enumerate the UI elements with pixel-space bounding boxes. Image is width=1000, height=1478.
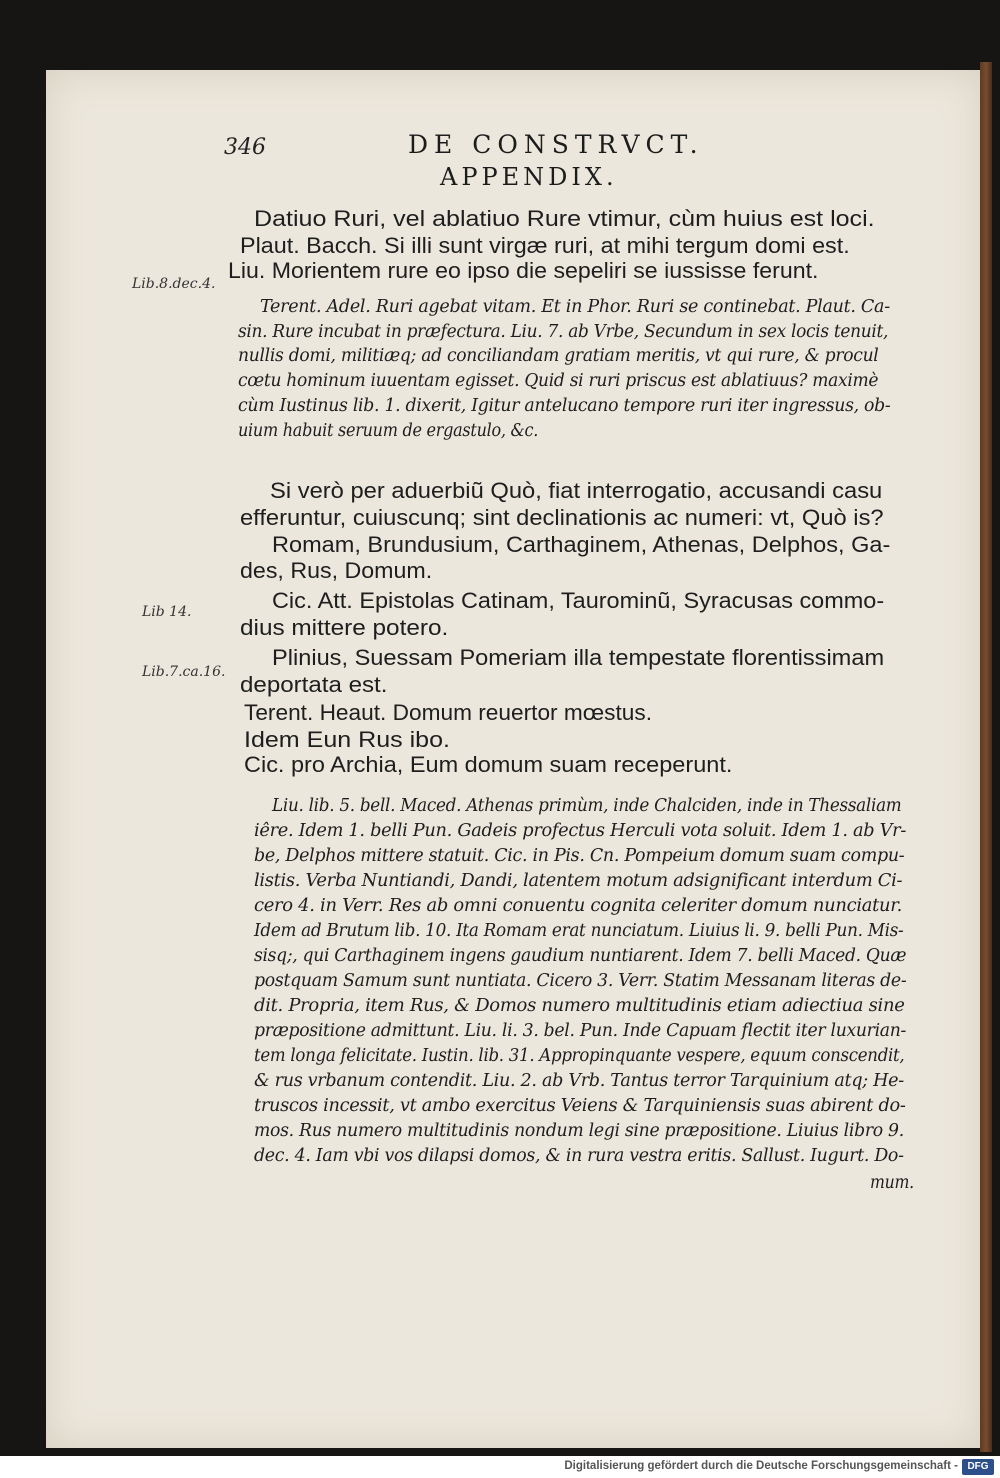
text-line: Datiuo Ruri, vel ablatiuo Rure vtimur, cùm huius est loci. [254, 206, 875, 231]
text-line: deportata est. [240, 672, 388, 697]
text-line: mum. [870, 1173, 914, 1193]
text-line: Plinius, Suessam Pomeriam illa tempestate florentissimam [272, 645, 885, 670]
text-line: præpositione admittunt. Liu. li. 3. bel. Pun. Inde Capuam flectit iter luxurian- [254, 1021, 907, 1041]
margin-note: Lib 14. [142, 604, 192, 620]
text-line: truscos incessit, vt ambo exercitus Veiens & Tarquiniensis suas abirent do- [254, 1096, 906, 1116]
text-line: Si verò per aduerbiũ Quò, fiat interrogatio, accusandi casu [270, 478, 883, 503]
text-line: be, Delphos mittere statuit. Cic. in Pis. Cn. Pompeium domum suam compu- [254, 846, 905, 866]
text-line: & rus vrbanum contendit. Liu. 2. ab Vrb. Tantus terror Tarquinium atq; He- [254, 1071, 904, 1091]
margin-note: Lib.8.dec.4. [132, 276, 216, 292]
text-line: Liu. Morientem rure eo ipso die sepeliri se iussisse ferunt. [228, 258, 819, 283]
text-line: sin. Rure incubat in præfectura. Liu. 7. ab Vrbe, Secundum in sex locis tenuit, [238, 322, 889, 342]
text-line: Liu. lib. 5. bell. Maced. Athenas primùm, inde Chalciden, inde in Thessaliam [272, 796, 902, 816]
section-title: APPENDIX. [440, 163, 618, 191]
page-edge [980, 62, 992, 1452]
text-line: sisq;, qui Carthaginem ingens gaudium nuntiarent. Idem 7. belli Maced. Quæ [254, 946, 907, 966]
text-line: dit. Propria, item Rus, & Domos numero multitudinis etiam adiectiua sine [254, 996, 905, 1016]
text-line: efferuntur, cuiuscunq; sint declinationis ac numeri: vt, Quò is? [240, 505, 884, 530]
dfg-logo-icon: DFG [962, 1459, 994, 1475]
text-line: Plaut. Bacch. Si illi sunt virgæ ruri, at mihi tergum domi est. [240, 233, 850, 258]
text-line: tem longa felicitate. Iustin. lib. 31. Appropinquante vespere, equum conscendit, [254, 1046, 905, 1066]
text-line: cero 4. in Verr. Res ab omni conuentu cognita celeriter domum nunciatur. [254, 896, 902, 916]
text-line: Cic. pro Archia, Eum domum suam receperunt. [244, 752, 733, 777]
text-line: cùm Iustinus lib. 1. dixerit, Igitur antelucano tempore ruri iter ingressus, ob- [238, 396, 891, 416]
footer-bar [0, 1456, 1000, 1478]
text-line: mos. Rus numero multitudinis nondum legi sine præpositione. Liuius libro 9. [254, 1121, 904, 1141]
text-line: postquam Samum sunt nuntiata. Cicero 3. Verr. Statim Messanam literas de- [254, 971, 907, 991]
text-line: des, Rus, Domum. [240, 558, 433, 583]
page-number: 346 [224, 135, 266, 160]
text-line: dius mittere potero. [240, 615, 449, 640]
text-line: cœtu hominum iuuentam egisset. Quid si ruri priscus est ablatiuus? maximè [238, 371, 879, 391]
running-head: DE CONSTRVCT. [408, 130, 704, 159]
text-line: listis. Verba Nuntiandi, Dandi, latentem motum adsignificant interdum Ci- [254, 871, 903, 891]
text-line: Terent. Adel. Ruri agebat vitam. Et in Phor. Ruri se continebat. Plaut. Ca- [260, 297, 890, 317]
margin-note: Lib.7.ca.16. [142, 664, 226, 680]
text-line: Romam, Brundusium, Carthaginem, Athenas, Delphos, Ga- [272, 532, 891, 557]
text-line: uium habuit seruum de ergastulo, &c. [238, 421, 539, 441]
text-line: Terent. Heaut. Domum reuertor mœstus. [244, 700, 653, 725]
text-line: iêre. Idem 1. belli Pun. Gadeis profectus Herculi vota soluit. Idem 1. ab Vr- [254, 821, 907, 841]
text-line: Cic. Att. Epistolas Catinam, Taurominũ, Syracusas commo- [272, 588, 885, 613]
text-line: Idem ad Brutum lib. 10. Ita Romam erat nunciatum. Liuius li. 9. belli Pun. Mis- [254, 921, 904, 941]
text-line: Idem Eun Rus ibo. [244, 727, 450, 752]
text-line: nullis domi, militiæq; ad conciliandam gratiam meritis, vt qui rure, & procul [238, 346, 879, 366]
footer-credit: Digitalisierung gefördert durch die Deutsche Forschungsgemeinschaft - [564, 1460, 958, 1472]
text-line: dec. 4. Iam vbi vos dilapsi domos, & in rura vestra eritis. Sallust. Iugurt. Do- [254, 1146, 904, 1166]
